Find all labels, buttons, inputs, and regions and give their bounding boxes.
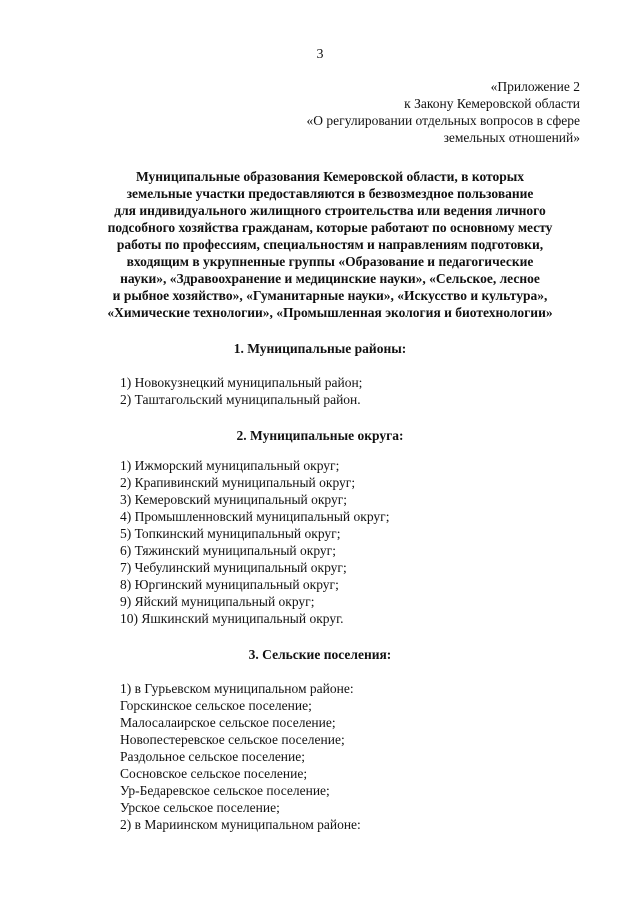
list-item: 3) Кемеровский муниципальный округ;: [120, 492, 348, 507]
list-item: 2) в Мариинском муниципальном районе:: [120, 817, 361, 832]
list-item: 10) Яшкинский муниципальный округ.: [120, 611, 344, 626]
list-item: 6) Тяжинский муниципальный округ;: [120, 543, 336, 558]
title-line: и рыбное хозяйство», «Гуманитарные науки», «Искусство и культура»,: [112, 288, 548, 303]
list-item: Новопестеревское сельское поселение;: [120, 732, 345, 747]
title-line: для индивидуального жилищного строительства или ведения личного: [114, 203, 546, 218]
list-item: Ур-Бедаревское сельское поселение;: [120, 783, 330, 798]
list-item: 5) Топкинский муниципальный округ;: [120, 526, 341, 541]
appendix-line: «Приложение 2: [490, 79, 580, 94]
appendix-reference: [307, 78, 580, 146]
appendix-line: «О регулировании отдельных вопросов в сфере: [306, 113, 580, 128]
document-title: [80, 168, 580, 321]
list-item: 2) Крапивинский муниципальный округ;: [120, 475, 356, 490]
list-item: Урское сельское поселение;: [120, 800, 280, 815]
section-heading-districts: 1. Муниципальные районы:: [233, 341, 407, 356]
title-line: работы по профессиям, специальностям и направлениям подготовки,: [116, 237, 544, 252]
list-item: 9) Яйский муниципальный округ;: [120, 594, 315, 609]
title-line: подсобного хозяйства гражданам, которые работают по основному месту: [107, 220, 553, 235]
title-line: науки», «Здравоохранение и медицинские науки», «Сельское, лесное: [120, 271, 540, 286]
list-item: 1) Ижморский муниципальный округ;: [120, 458, 340, 473]
appendix-line: земельных отношений»: [443, 130, 580, 145]
list-item: 7) Чебулинский муниципальный округ;: [120, 560, 347, 575]
title-line: Муниципальные образования Кемеровской области, в которых: [135, 169, 525, 184]
settlements-list: [120, 680, 361, 833]
districts-list: [120, 374, 362, 408]
section-heading-settlements: 3. Сельские поселения:: [248, 647, 392, 662]
list-item: 2) Таштагольский муниципальный район.: [120, 392, 361, 407]
list-item: Малосалаирское сельское поселение;: [120, 715, 336, 730]
title-line: «Химические технологии», «Промышленная экология и биотехнологии»: [107, 305, 553, 320]
list-item: Раздольное сельское поселение;: [120, 749, 305, 764]
page-number: 3: [316, 47, 324, 62]
list-item: 1) Новокузнецкий муниципальный район;: [120, 375, 363, 390]
list-item: Сосновское сельское поселение;: [120, 766, 308, 781]
okrugs-list: [120, 457, 389, 627]
list-item: 1) в Гурьевском муниципальном районе:: [120, 681, 354, 696]
appendix-line: к Закону Кемеровской области: [404, 96, 580, 111]
title-line: входящим в укрупненные группы «Образование и педагогические: [126, 254, 534, 269]
list-item: 4) Промышленновский муниципальный округ;: [120, 509, 390, 524]
title-line: земельные участки предоставляются в безвозмездное пользование: [126, 186, 534, 201]
section-heading-okrugs: 2. Муниципальные округа:: [236, 428, 404, 443]
list-item: 8) Юргинский муниципальный округ;: [120, 577, 339, 592]
list-item: Горскинское сельское поселение;: [120, 698, 312, 713]
